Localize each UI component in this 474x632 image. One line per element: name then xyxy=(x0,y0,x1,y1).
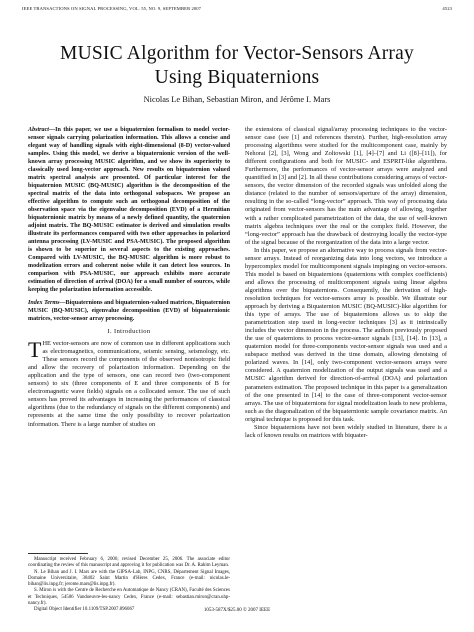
index-terms-text: —Biquaternions and biquaternion-valued matrices, Biquaternion MUSIC (BQ-MUSIC), eigenvalue decomposition (EVD) of biquaternionic matrices, vector-sensor array processing. xyxy=(28,300,230,322)
abstract-text: —In this paper, we use a biquaternion formalism to model vector-sensor signals carrying polarization information. This allows a concise and elegant way of handling signals with eight-dimensional (8-D) vector-valued samples. Using this model, we derive a biquaternionic version of the well-known array processing MUSIC algorithm, and we show its superiority to classically used long-vector approach. New results on biquaternion valued matrix spectral analysis are presented. Of particular interest for the biquaternion MUSIC (BQ-MUSIC) algorithm is the decomposition of the spectral matrix of the data into orthogonal subspaces. We propose an effective algorithm to compute such an orthogonal decomposition of the observation space via the eigenvalue decomposition (EVD) of a Hermitian biquaternionic matrix by means of a newly defined quantity, the quaternion adjoint matrix. The BQ-MUSIC estimator is derived and simulation results illustrate its performances compared with two other approaches in polarized antenna processing (LV-MUSIC and PSA-MUSIC). The proposed algorithm is shown to be superior in several aspects to the existing approaches. Compared with LV-MUSIC, the BQ-MUSIC algorithm is more robust to modelization errors and coherent noise while it can detect less sources. In comparison with PSA-MUSIC, our approach exhibits more accurate estimation of direction of arrival (DOA) for a small number of sources, while keeping the polarization information accessible. xyxy=(28,127,230,293)
title-line-1: MUSIC Algorithm for Vector-Sensors Array xyxy=(60,43,414,64)
footnote-manuscript: Manuscript received February 6, 2006; revised December 25, 2006. The associate editor coordinating the review of this manuscript and approving it for publication was Dr. A. Rahim Leyman. xyxy=(28,557,230,569)
drop-cap: T xyxy=(28,337,42,363)
copyright-line: 1053-587X/$25.00 © 2007 IEEE xyxy=(203,608,271,613)
footnote-doi: Digital Object Identifier 10.1109/TSP.2007.896067 xyxy=(34,607,135,613)
intro-paragraph xyxy=(28,337,230,429)
abstract xyxy=(28,126,230,294)
intro-text: HE vector-sensors are now of common use in different applications such as electromagnetics, communications, seismic sensing, seismology, etc. These sensors record the components of the observed nonisotropic field and allow the recovery of polarization information. Depending on the application and the type of sensors, one can record two (two-component sensors) to six (three components of E and three components of B for electromagnetic wave fields) signals on a collocated sensor. The use of such sensors has proved its advantages in increasing the performances of classical algorithms (due to the redundancy of signals on the different components) and represents at the same time the only possibility to recover polarization information. There is a large number of studies on xyxy=(28,340,230,428)
journal-header: IEEE TRANSACTIONS ON SIGNAL PROCESSING, VOL. 55, NO. 9, SEPTEMBER 2007 xyxy=(22,6,202,11)
footnote-rule xyxy=(28,553,88,554)
left-column xyxy=(28,126,230,429)
title-line-2: Using Biquaternions xyxy=(154,67,320,88)
footnotes xyxy=(28,553,230,614)
section-heading: I. Introduction xyxy=(107,328,151,335)
paper-title xyxy=(0,42,474,90)
running-header xyxy=(22,6,452,11)
index-terms xyxy=(28,299,230,323)
footnote-affiliation-2: S. Miron is with the Centre de Recherche en Automatique de Nancy (CRAN), Faculté des Sciences et Techniques, 54506 Vandoeuvre-les-nancy Cedex, France (e-mail: sebastian.miron@cran.uhp-nancy.fr). xyxy=(28,588,230,607)
author-list: Nicolas Le Bihan, Sebastian Miron, and Jérôme I. Mars xyxy=(143,95,331,104)
right-paragraph-1: the extensions of classical signal/array processing techniques to the vector-sensor case (see [1] and references therein). Further, high-resolution array processing algorithms were studied for the multicomponent case, mainly by Nehorai [2], [3], Wong and Zoltowski [1], [4]–[7] and Li ([8]–[11]), for different configurations and both for MUSIC- and ESPRIT-like algorithms. Furthermore, the performances of vector-sensor arrays were analyzed and quantified in [3] and [2]. In all these contributions considering arrays of vector-sensors, the vector dimension of the recorded signals was unfolded along the distance (related to the number of sensors/aperture of the array) dimension, resulting in the so-called “long-vector” approach. This way of processing data originated from vector-sensors has the main advantage of allowing, together with a rather complicated parametrization of the data, the use of well-known matrix algebra techniques over the real or the complex field. However, the “long-vector” approach has the drawback of destroying locally the vector-type of the signal because of the reorganization of the data into a large vector. xyxy=(245,126,447,246)
footnote-affiliation-1: N. Le Bihan and J. I. Mars are with the GIPSA-Lab, INPG, CNRS, Département Signal Images, Domaine Universitaire, 38402 Saint Martin d'Hères Cedex, France (e-mail: nicolas.le-bihan@lis.inpg.fr; jerome.mars@lis.inpg.fr). xyxy=(28,569,230,588)
abstract-lead: Abstract xyxy=(28,127,49,133)
right-paragraph-2: In this paper, we propose an alternative way to process signals from vector-sensor arrays. Instead of reorganizing data into long vectors, we introduce a hypercomplex model for multicomponent signals impinging on vector-sensors. This model is based on biquaternions (quaternions with complex coefficients) and allows the processing of multicomponent signals using linear algebra algorithms over the biquaternions. Consequently, the derivation of high-resolution techniques for vector-sensors array is possible. We illustrate our approach by deriving a Biquaternion MUSIC (BQ-MUSIC)-like algorithm for this type of arrays. The use of biquaternions allows us to skip the parametrization step used in long-vector techniques [3] as it intrinsically includes the vector dimension in the process. The authors previously proposed the use of quaternions to process vector-sensor signals [13], [14]. In [13], a quaternion model for three-components vector-sensor signals was used and a subspace method was derived in the time domain, allowing denoising of polarized waves. In [14], only two-component vector-sensors arrays were considered. A quaternion modelization of the output signals was used and a MUSIC algorithm derived for direction-of-arrival (DOA) and polarization parameters estimation. The proposed technique in this paper is a generalization of the one presented in [14] to the case of three-component vector-sensor arrays. The use of biquaternions for signal modelization leads to new problems, such as the diagonalization of the biquaternionic sample covariance matrix. An original technique is proposed for this task. xyxy=(245,246,447,423)
right-paragraph-3: Since biquaternions have not been widely studied in literature, there is a lack of known results on matrices with biquater- xyxy=(245,423,447,439)
page-number: 4523 xyxy=(442,6,452,11)
right-column xyxy=(245,126,447,440)
index-terms-lead: Index Terms xyxy=(28,300,60,306)
